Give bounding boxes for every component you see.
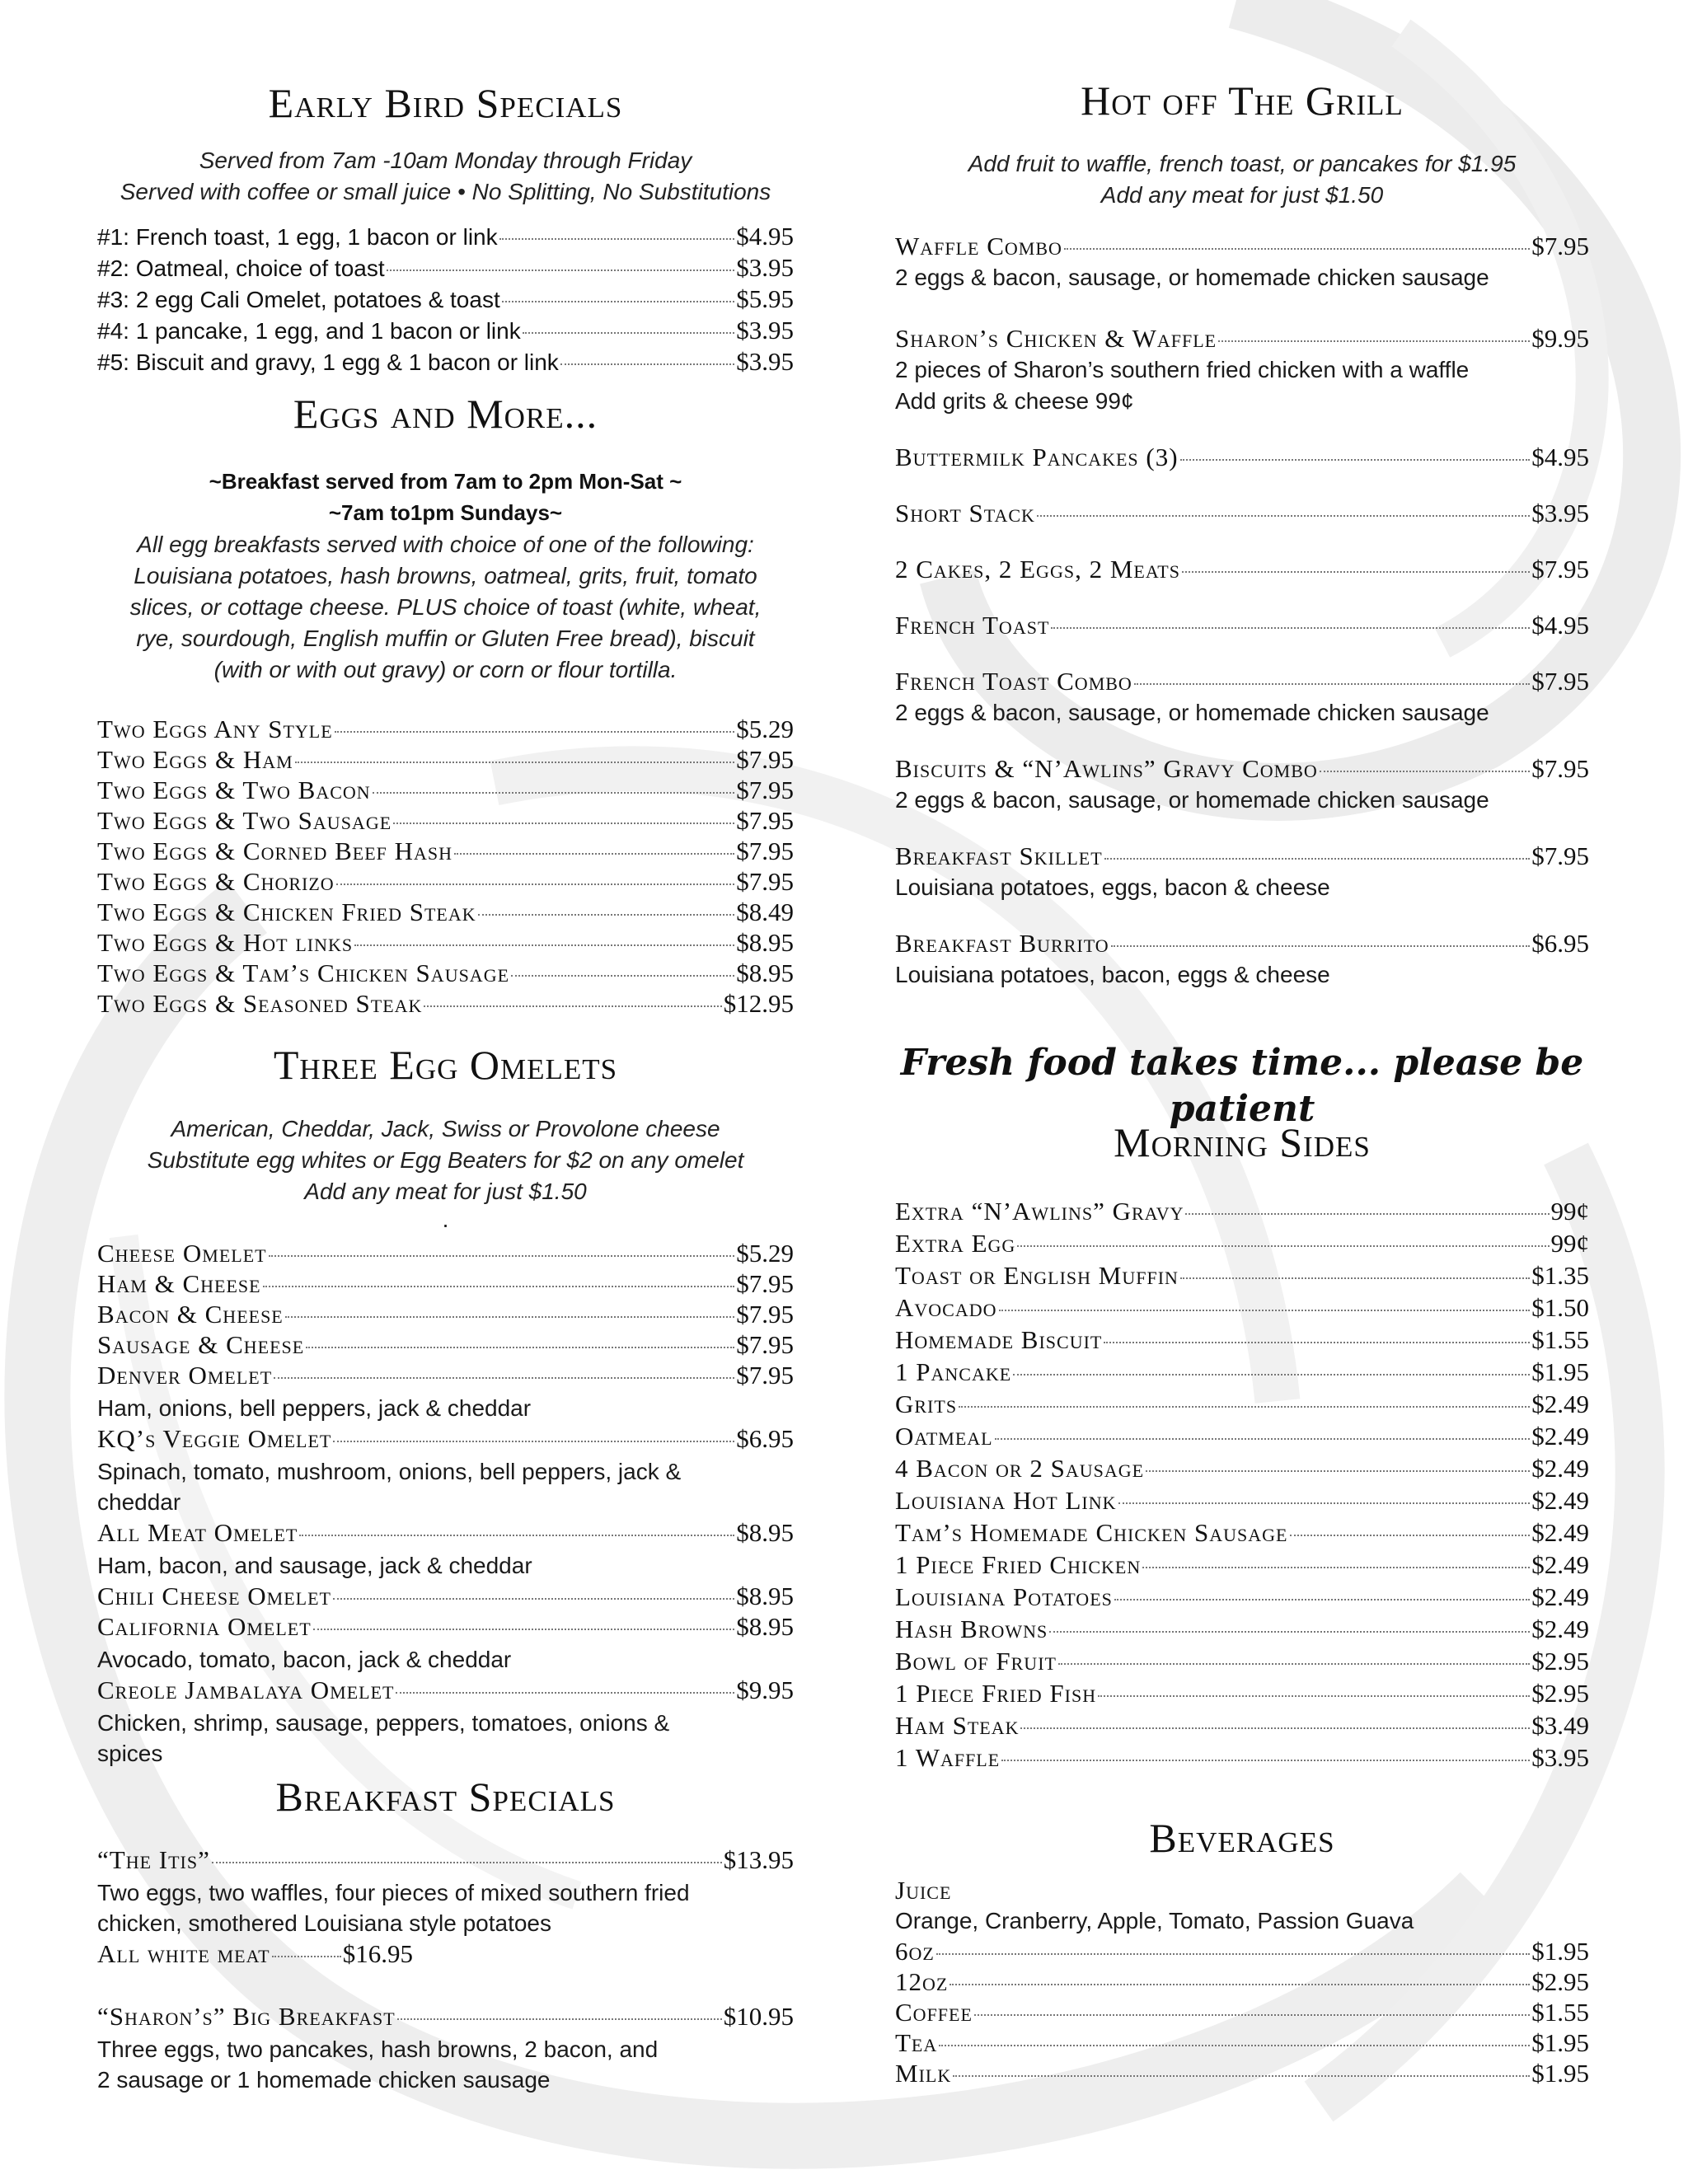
tagline: Fresh food takes time... please be patient <box>900 1042 1584 1130</box>
omelet-item-9: California Omelet $8.95 <box>97 1612 794 1641</box>
grill-desc-breakfast-burrito: Louisiana potatoes, bacon, eggs & cheese <box>895 962 1330 987</box>
grill-note-1: Add fruit to waffle, french toast, or pancakes for $1.95 <box>968 151 1517 176</box>
beverages-heading: Beverages <box>1149 1815 1335 1861</box>
side-item-5: Homemade Biscuit $1.55 <box>895 1325 1589 1354</box>
omelet-item-4: Sausage & Cheese $7.95 <box>97 1330 794 1359</box>
eggs-more-desc-1: All egg breakfasts served with choice of one of the following: <box>137 532 754 557</box>
eggs-item-6: Two Eggs & Chorizo $7.95 <box>97 867 794 896</box>
eggs-more-desc-2: Louisiana potatoes, hash browns, oatmeal, grits, fruit, tomato <box>134 563 757 588</box>
grill-item-short-stack: Short Stack $3.95 <box>895 499 1589 527</box>
eggs-item-1: Two Eggs Any Style $5.29 <box>97 715 794 743</box>
omelet-desc-california: Avocado, tomato, bacon, jack & cheddar <box>97 1647 512 1672</box>
grill-desc-breakfast-skillet: Louisiana potatoes, eggs, bacon & cheese <box>895 874 1330 900</box>
sides-heading: Morning Sides <box>1114 1119 1371 1165</box>
eggs-item-4: Two Eggs & Two Sausage $7.95 <box>97 806 794 835</box>
side-item-1: Extra “N’Awlins” Gravy 99¢ <box>895 1197 1589 1226</box>
omelet-item-7: All Meat Omelet $8.95 <box>97 1518 794 1547</box>
beverage-item-2: 12oz $2.95 <box>895 1967 1589 1996</box>
beverage-item-1: 6oz $1.95 <box>895 1937 1589 1966</box>
omelet-item-2: Ham & Cheese $7.95 <box>97 1269 794 1298</box>
side-item-6: 1 Pancake $1.95 <box>895 1357 1589 1386</box>
beverage-juice-desc: Orange, Cranberry, Apple, Tomato, Passion Guava <box>895 1908 1414 1933</box>
grill-item-buttermilk-pancakes: Buttermilk Pancakes (3) $4.95 <box>895 443 1589 471</box>
grill-desc-french-toast-combo: 2 eggs & bacon, sausage, or homemade chicken sausage <box>895 700 1489 725</box>
omelet-item-10: Creole Jambalaya Omelet $9.95 <box>97 1675 794 1704</box>
eggs-more-heading: Eggs and More... <box>293 391 598 437</box>
grill-item-french-toast-combo: French Toast Combo $7.95 <box>895 667 1589 696</box>
eggs-item-7: Two Eggs & Chicken Fried Steak $8.49 <box>97 898 794 926</box>
side-item-9: 4 Bacon or 2 Sausage $2.49 <box>895 1454 1589 1483</box>
omelet-item-3: Bacon & Cheese $7.95 <box>97 1300 794 1329</box>
side-item-11: Tam’s Homemade Chicken Sausage $2.49 <box>895 1518 1589 1547</box>
side-item-17: Ham Steak $3.49 <box>895 1711 1589 1740</box>
side-item-14: Hash Browns $2.49 <box>895 1615 1589 1643</box>
omelets-note-2: Substitute egg whites or Egg Beaters for $2 on any omelet <box>147 1147 744 1173</box>
early-bird-item-2: #2: Oatmeal, choice of toast $3.95 <box>97 253 794 282</box>
grill-desc-waffle-combo: 2 eggs & bacon, sausage, or homemade chicken sausage <box>895 265 1489 290</box>
eggs-item-5: Two Eggs & Corned Beef Hash $7.95 <box>97 837 794 865</box>
grill-item-french-toast: French Toast $4.95 <box>895 611 1589 640</box>
early-bird-note-1: Served from 7am -10am Monday through Friday <box>199 148 692 173</box>
side-item-3: Toast or English Muffin $1.35 <box>895 1261 1589 1290</box>
special-sharon-desc-2: 2 sausage or 1 homemade chicken sausage <box>97 2067 551 2093</box>
beverage-item-4: Tea $1.95 <box>895 2028 1589 2057</box>
omelet-desc-allmeat: Ham, bacon, and sausage, jack & cheddar <box>97 1553 532 1578</box>
eggs-more-desc-4: rye, sourdough, English muffin or Gluten Free bread), biscuit <box>136 626 755 651</box>
omelets-note-3: Add any meat for just $1.50 <box>304 1179 587 1204</box>
beverage-juice-label: Juice <box>895 1876 952 1905</box>
beverage-item-3: Coffee $1.55 <box>895 1998 1589 2027</box>
grill-desc-chicken-waffle-2: Add grits & cheese 99¢ <box>895 388 1134 414</box>
grill-item-chicken-waffle: Sharon’s Chicken & Waffle $9.95 <box>895 324 1589 353</box>
grill-note-2: Add any meat for just $1.50 <box>1100 182 1384 208</box>
eggs-more-hours-2: ~7am to1pm Sundays~ <box>328 500 563 525</box>
omelets-heading: Three Egg Omelets <box>273 1042 618 1088</box>
side-item-13: Louisiana Potatoes $2.49 <box>895 1582 1589 1611</box>
omelet-desc-creole-2: spices <box>97 1741 163 1766</box>
eggs-more-desc-3: slices, or cottage cheese. PLUS choice of toast (white, wheat, <box>129 594 762 620</box>
grill-heading: Hot off The Grill <box>1081 77 1404 124</box>
early-bird-item-3: #3: 2 egg Cali Omelet, potatoes & toast $5.95 <box>97 284 794 313</box>
omelet-desc-veggie-2: cheddar <box>97 1489 181 1515</box>
eggs-item-10: Two Eggs & Seasoned Steak $12.95 <box>97 989 794 1018</box>
side-item-2: Extra Egg 99¢ <box>895 1229 1589 1258</box>
grill-item-breakfast-burrito: Breakfast Burrito $6.95 <box>895 929 1589 958</box>
early-bird-item-4: #4: 1 pancake, 1 egg, and 1 bacon or link $3.95 <box>97 316 794 344</box>
omelet-desc-denver: Ham, onions, bell peppers, jack & cheddar <box>97 1395 532 1421</box>
side-item-15: Bowl of Fruit $2.95 <box>895 1647 1589 1675</box>
omelet-item-8: Chili Cheese Omelet $8.95 <box>97 1582 794 1610</box>
omelet-desc-creole-1: Chicken, shrimp, sausage, peppers, tomatoes, onions & <box>97 1710 670 1736</box>
grill-item-biscuits-gravy: Biscuits & “N’Awlins” Gravy Combo $7.95 <box>895 754 1589 783</box>
grill-item-waffle-combo: Waffle Combo $7.95 <box>895 232 1589 260</box>
grill-item-breakfast-skillet: Breakfast Skillet $7.95 <box>895 841 1589 870</box>
breakfast-specials-heading: Breakfast Specials <box>275 1774 616 1820</box>
eggs-item-3: Two Eggs & Two Bacon $7.95 <box>97 776 794 804</box>
early-bird-heading: Early Bird Specials <box>268 80 623 126</box>
side-item-8: Oatmeal $2.49 <box>895 1422 1589 1451</box>
side-item-12: 1 Piece Fried Chicken $2.49 <box>895 1550 1589 1579</box>
omelet-item-5: Denver Omelet $7.95 <box>97 1361 794 1390</box>
early-bird-item-1: #1: French toast, 1 egg, 1 bacon or link $4.95 <box>97 222 794 251</box>
special-itis-desc-2: chicken, smothered Louisiana style potatoes <box>97 1910 551 1936</box>
side-item-7: Grits $2.49 <box>895 1390 1589 1418</box>
omelets-dot: . <box>442 1207 449 1232</box>
early-bird-note-2: Served with coffee or small juice • No Splitting, No Substitutions <box>120 179 771 204</box>
eggs-item-2: Two Eggs & Ham $7.95 <box>97 745 794 774</box>
grill-desc-biscuits-gravy: 2 eggs & bacon, sausage, or homemade chicken sausage <box>895 787 1489 813</box>
eggs-item-8: Two Eggs & Hot links $8.95 <box>97 928 794 957</box>
early-bird-item-5: #5: Biscuit and gravy, 1 egg & 1 bacon or link $3.95 <box>97 347 794 376</box>
special-sharons-big-breakfast: “Sharon’s” Big Breakfast $10.95 <box>97 2002 794 2031</box>
eggs-item-9: Two Eggs & Tam’s Chicken Sausage $8.95 <box>97 958 794 987</box>
omelet-desc-veggie-1: Spinach, tomato, mushroom, onions, bell peppers, jack & <box>97 1459 682 1484</box>
grill-desc-chicken-waffle-1: 2 pieces of Sharon’s southern fried chicken with a waffle <box>895 357 1470 382</box>
special-itis-desc-1: Two eggs, two waffles, four pieces of mixed southern fried <box>97 1880 690 1905</box>
grill-item-2-cakes: 2 Cakes, 2 Eggs, 2 Meats $7.95 <box>895 555 1589 583</box>
omelets-note-1: American, Cheddar, Jack, Swiss or Provolone cheese <box>171 1116 720 1141</box>
side-item-18: 1 Waffle $3.95 <box>895 1743 1589 1772</box>
side-item-16: 1 Piece Fried Fish $2.95 <box>895 1679 1589 1708</box>
omelet-item-1: Cheese Omelet $5.29 <box>97 1239 794 1268</box>
eggs-more-desc-5: (with or with out gravy) or corn or flour tortilla. <box>213 657 678 682</box>
side-item-4: Avocado $1.50 <box>895 1293 1589 1322</box>
special-itis: “The Itis” $13.95 <box>97 1845 794 1874</box>
side-item-10: Louisiana Hot Link $2.49 <box>895 1486 1589 1515</box>
omelet-item-6: KQ’s Veggie Omelet $6.95 <box>97 1424 794 1453</box>
special-all-white-meat: All white meat $16.95 <box>97 1939 413 1968</box>
beverage-item-5: Milk $1.95 <box>895 2059 1589 2088</box>
eggs-more-hours-1: ~Breakfast served from 7am to 2pm Mon-Sat ~ <box>209 469 682 494</box>
special-sharon-desc-1: Three eggs, two pancakes, hash browns, 2 bacon, and <box>97 2036 659 2062</box>
